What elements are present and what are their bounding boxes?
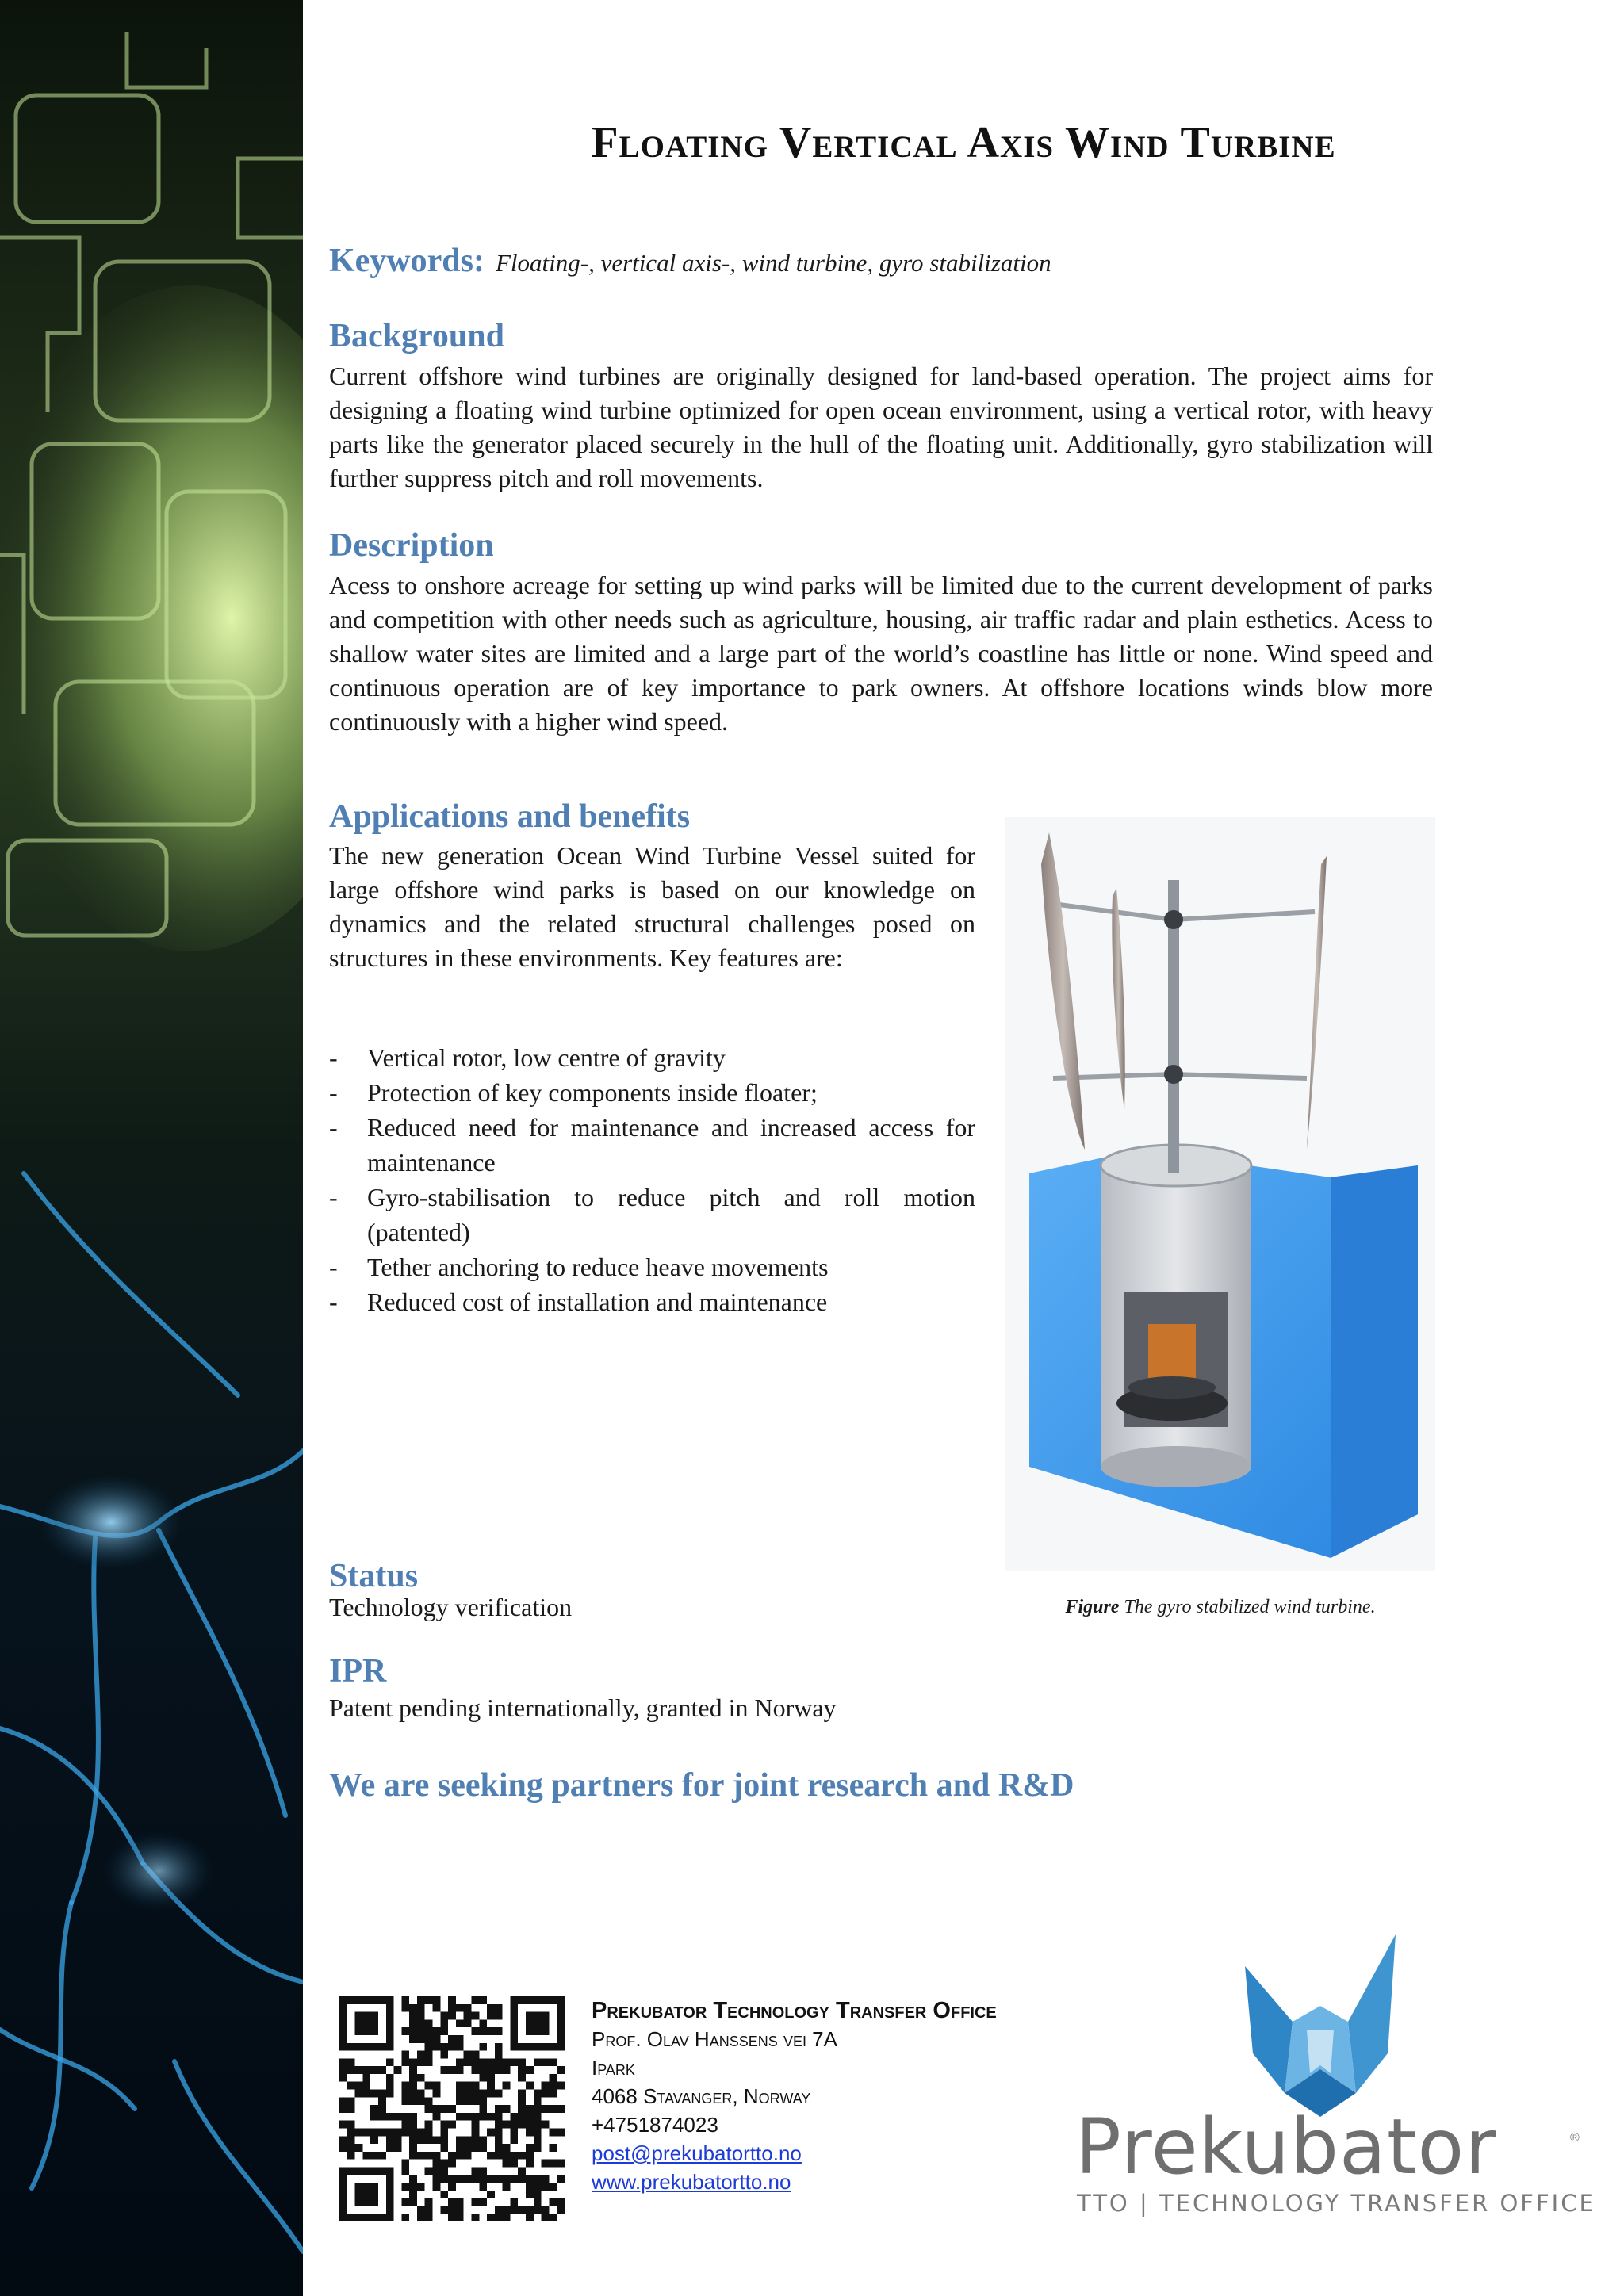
- feature-list: [329, 1040, 975, 1319]
- list-item: - Vertical rotor, low centre of gravity: [329, 1043, 726, 1072]
- contact-block: [592, 1996, 997, 2196]
- contact-email-link[interactable]: post@prekubatortto.no: [592, 2141, 802, 2165]
- keywords-text: Floating-, vertical axis-, wind turbine, gyro stabilization: [495, 249, 1051, 277]
- wind-turbine-illustration: [1005, 817, 1435, 1571]
- list-item: - Tether anchoring to reduce heave movements: [329, 1253, 829, 1281]
- circuit-and-neuron-artwork: [0, 0, 303, 2296]
- contact-building: Ipark: [592, 2056, 635, 2080]
- list-item: - Protection of key components inside floater;: [329, 1078, 818, 1107]
- list-item: - Reduced cost of installation and maintenance: [329, 1288, 828, 1316]
- registered-mark: ®: [1570, 2131, 1580, 2145]
- call-to-action: We are seeking partners for joint research and R&D: [329, 1767, 1074, 1804]
- keywords-label: Keywords:: [329, 243, 485, 279]
- status-text: Technology verification: [329, 1593, 573, 1621]
- ipr-heading: IPR: [329, 1653, 387, 1689]
- prekubator-logo-icon: [1237, 1934, 1404, 2117]
- keywords-line: [329, 242, 1051, 280]
- contact-website-link[interactable]: www.prekubatortto.no: [592, 2170, 791, 2194]
- contact-phone: +4751874023: [592, 2113, 718, 2137]
- qr-code[interactable]: [339, 1996, 565, 2221]
- background-heading: Background: [329, 318, 504, 354]
- brand-name: Prekubator: [1075, 2103, 1497, 2191]
- brand-tagline: TTO | TECHNOLOGY TRANSFER OFFICE: [1077, 2190, 1596, 2217]
- list-item: - Reduced need for maintenance and increased access for maintenance: [329, 1113, 975, 1177]
- figure-label: Figure: [1065, 1597, 1120, 1617]
- background-text: Current offshore wind turbines are originally designed for land-based operation. The project aims for designing a floating wind turbine optimized for open ocean environment, using a vertical rotor, with heavy parts like the generator placed securely in the hull of the floating unit. Additionally, gyro stabilization will further suppress pitch and roll movements.: [329, 362, 1433, 492]
- contact-street: Prof. Olav Hanssens vei 7A: [592, 2027, 837, 2051]
- contact-city: 4068 Stavanger, Norway: [592, 2084, 811, 2108]
- applications-intro: The new generation Ocean Wind Turbine Vessel suited for large offshore wind parks is based on our knowledge on dynamics and the related structural challenges posed on structures in these environments. Key features are:: [329, 841, 975, 972]
- description-heading: Description: [329, 527, 494, 564]
- list-item: - Gyro-stabilisation to reduce pitch and roll motion (patented): [329, 1183, 975, 1246]
- document-title: Floating Vertical Axis Wind Turbine: [591, 118, 1336, 167]
- applications-heading: Applications and benefits: [329, 798, 691, 835]
- ipr-text: Patent pending internationally, granted in Norway: [329, 1693, 837, 1722]
- decorative-side-panel: [0, 0, 303, 2296]
- status-heading: Status: [329, 1558, 419, 1594]
- wind-turbine-figure: [1005, 817, 1435, 1571]
- description-text: Acess to onshore acreage for setting up wind parks will be limited due to the current development of parks and competition with other needs such as agriculture, housing, air traffic radar and plain esthetics. Acess to shallow water sites are limited and a large part of the world’s coastline has little or none. Wind speed and continuous operation are of key importance to park owners. At offshore locations winds blow more continuously with a higher wind speed.: [329, 571, 1433, 736]
- figure-caption-text: The gyro stabilized wind turbine.: [1124, 1597, 1376, 1617]
- contact-organization: Prekubator Technology Transfer Office: [592, 1998, 997, 2023]
